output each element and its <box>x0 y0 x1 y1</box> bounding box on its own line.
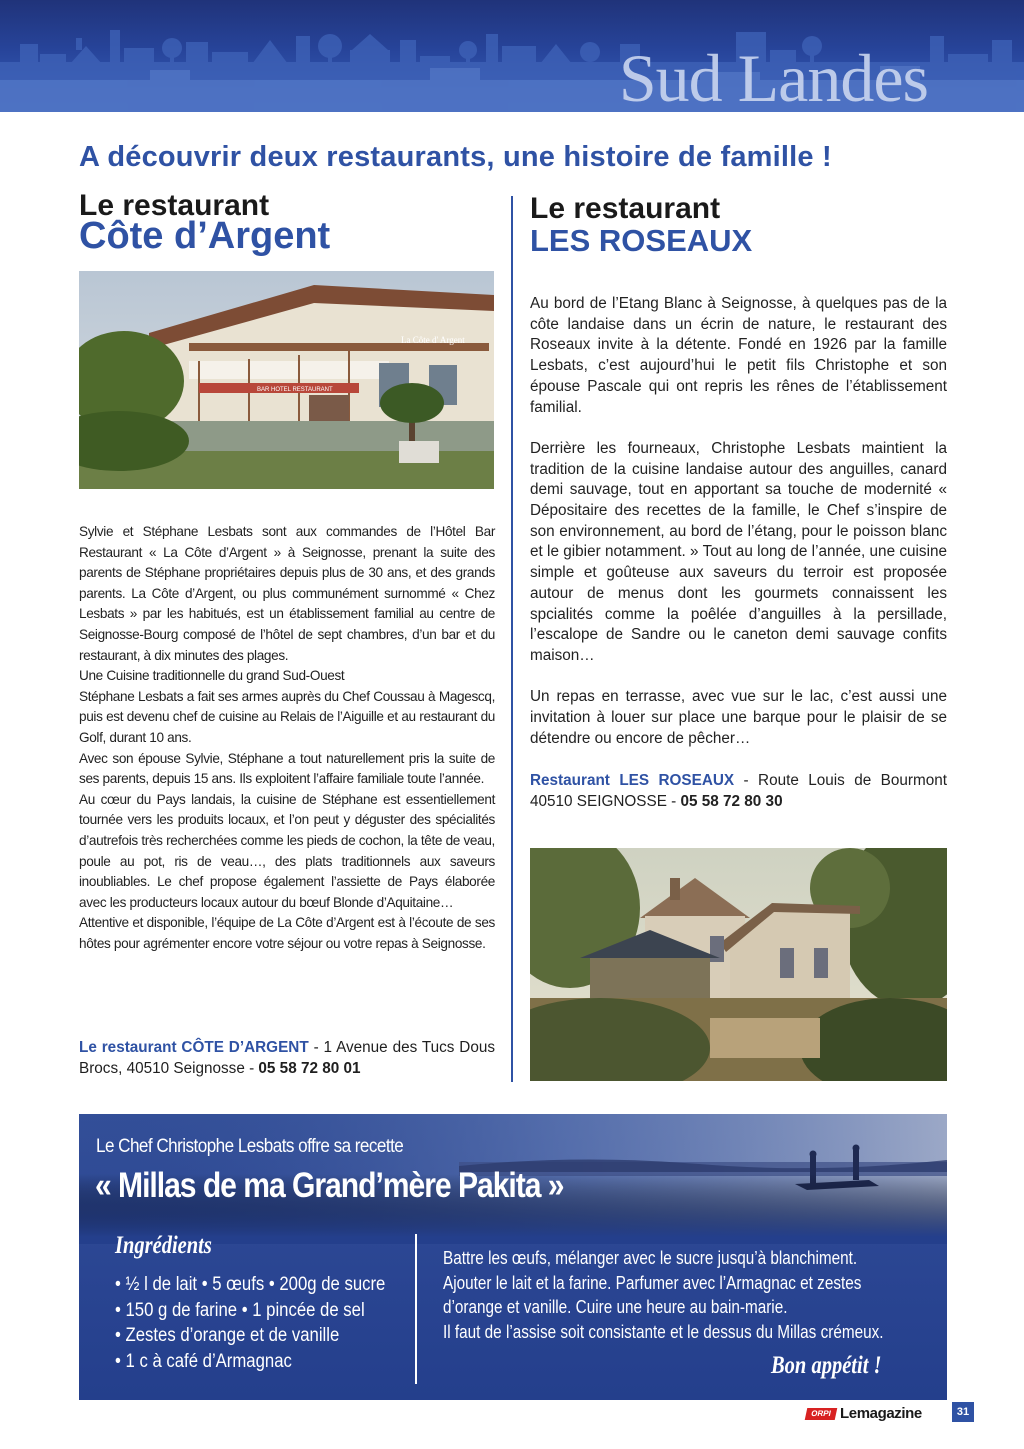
magazine-logo <box>806 1405 946 1423</box>
left-title-big: Côte d’Argent <box>79 215 331 257</box>
recipe-step: d’orange et vanille. Cuire une heure au bain-marie. <box>443 1297 788 1317</box>
phone-number: 05 58 72 80 01 <box>258 1060 361 1077</box>
column-divider <box>511 196 513 1082</box>
orpi-badge: ORPI <box>805 1408 838 1420</box>
photo-sign-bar: BAR HOTEL RESTAURANT <box>257 387 333 393</box>
right-paragraph: Un repas en terrasse, avec vue sur le lac, c’est aussi une invitation à louer sur place une barque pour le plaisir de se détendre ou encore de pêcher… <box>530 688 947 747</box>
ingredient-item: • 1 c à café d’Armagnac <box>115 1350 292 1372</box>
header-banner <box>0 0 1024 112</box>
recipe-step: Il faut de l’assise soit consistante et le dessus du Millas crémeux. <box>443 1321 884 1342</box>
cote-dargent-photo <box>79 271 494 489</box>
ingredients-list <box>115 1272 385 1374</box>
ingredient-item: • Zestes d’orange et de vanille <box>115 1325 340 1346</box>
article-headline: A découvrir deux restaurants, une histoire de famille ! <box>79 141 832 173</box>
address-name: Le restaurant CÔTE D’ARGENT <box>79 1039 309 1056</box>
magazine-name: Lemagazine <box>840 1405 922 1422</box>
bon-appetit: Bon appétit ! <box>771 1352 882 1379</box>
recipe-subtitle: Le Chef Christophe Lesbats offre sa recette <box>96 1136 404 1157</box>
ingredient-item: • ½ l de lait • 5 œufs • 200g de sucre <box>115 1274 386 1295</box>
ingredients-heading: Ingrédients <box>115 1232 212 1259</box>
cote-dargent-article <box>79 522 495 954</box>
cote-dargent-address <box>79 1037 495 1079</box>
recipe-divider <box>415 1234 417 1384</box>
recipe-box <box>79 1114 947 1400</box>
les-roseaux-photo <box>530 848 947 1081</box>
left-title-small: Le restaurant <box>79 189 270 222</box>
recipe-steps <box>443 1246 884 1344</box>
right-paragraph: Derrière les fourneaux, Christophe Lesbats maintient la tradition de la cuisine landaise autour des anguilles, canard demi sauvage, tout en apportant sa touche de modernité « Dépositaire des recettes de la famille, le Chef s’inspire de son environnement, au bord de l’étang, pour le poisson blanc et le gibier notamment. » Tout au long de l’année, une cuisine simple et goûteuse aux saveurs du terroir est proposée autour de menus dont les gourmets connaissent les spcialités comme la poêlée d’anguilles à la persillade, l’escalope de Sandre ou le caneton demi sauvage confits maison… <box>530 439 947 664</box>
right-paragraph: Au bord de l’Etang Blanc à Seignosse, à quelques pas de la côte landaise dans un écrin de nature, le restaurant des Roseaux invite à la détente. Fondé en 1926 par la famille Lesbats, c’est aujourd’hui le petit fils Christophe et son épouse Pascale qui ont repris les rênes de l’établissement familial. <box>530 295 947 416</box>
photo-sign-name: La Côte d' Argent <box>401 335 465 345</box>
recipe-title: « Millas de ma Grand’mère Pakita » <box>95 1166 564 1205</box>
les-roseaux-address <box>530 770 947 812</box>
left-paragraph: Stéphane Lesbats a fait ses armes auprès du Chef Coussau à Magescq, puis est devenu chef de cuisine au Relais de l’Aiguille et au restaurant du Golf, durant 10 ans. <box>79 688 495 745</box>
address-text: - 1 Avenue des Tucs Dous Brocs, 40510 Seignosse - <box>79 1039 495 1077</box>
right-title-small: Le restaurant <box>530 192 721 225</box>
ingredient-item: • 150 g de farine • 1 pincée de sel <box>115 1299 365 1321</box>
section-name: Sud Landes <box>618 40 928 112</box>
left-paragraph: Sylvie et Stéphane Lesbats sont aux commandes de l’Hôtel Bar Restaurant « La Côte d’Argent » à Seignosse, prenant la suite des parents de Stéphane propriétaires depuis plus de 30 ans, et des grands parents. La Côte d’Argent, ou plus communément surnommé « Chez Lesbats » par les habitués, est un établissement familial au centre de Seignosse-Bourg composé de l’hôtel de sept chambres, d’un bar et du restaurant, à dix minutes des plages. <box>79 524 495 663</box>
address-name: Restaurant LES ROSEAUX <box>530 772 735 790</box>
recipe-step: Battre les œufs, mélanger avec le sucre jusqu’à blanchiment. <box>443 1248 858 1268</box>
right-title-big: LES ROSEAUX <box>530 223 753 258</box>
address-text: - Route Louis de Bourmont 40510 SEIGNOSSE - <box>530 772 947 811</box>
les-roseaux-article <box>530 294 947 812</box>
phone-number: 05 58 72 80 30 <box>680 793 783 811</box>
left-paragraph: Avec son épouse Sylvie, Stéphane a tout naturellement pris la suite de ses parents, depuis 15 ans. Ils exploitent l’affaire familiale toute l’année. <box>79 750 495 787</box>
page-number: 31 <box>952 1402 974 1422</box>
left-paragraph: Attentive et disponible, l’équipe de La Côte d’Argent est à l’écoute de ses hôtes pour agrémenter encore votre séjour ou votre repas à Seignosse. <box>79 915 495 951</box>
recipe-step: Ajouter le lait et la farine. Parfumer avec l’Armagnac et zestes <box>443 1272 862 1293</box>
left-paragraph: Au cœur du Pays landais, la cuisine de Stéphane est essentiellement tournée vers les produits locaux, et l’on peut y déguster des spécialités d’autrefois très recherchées comme les pieds de cochon, la tête de veau, poule au pot, ris de veau…, des plats traditionnels aux saveurs inoubliables. Le chef propose également l’assiette de Pays élaborée avec les producteurs locaux autour du bœuf Blonde d’Aquitaine… <box>79 791 495 910</box>
left-paragraph: Une Cuisine traditionnelle du grand Sud-Ouest <box>79 668 345 684</box>
